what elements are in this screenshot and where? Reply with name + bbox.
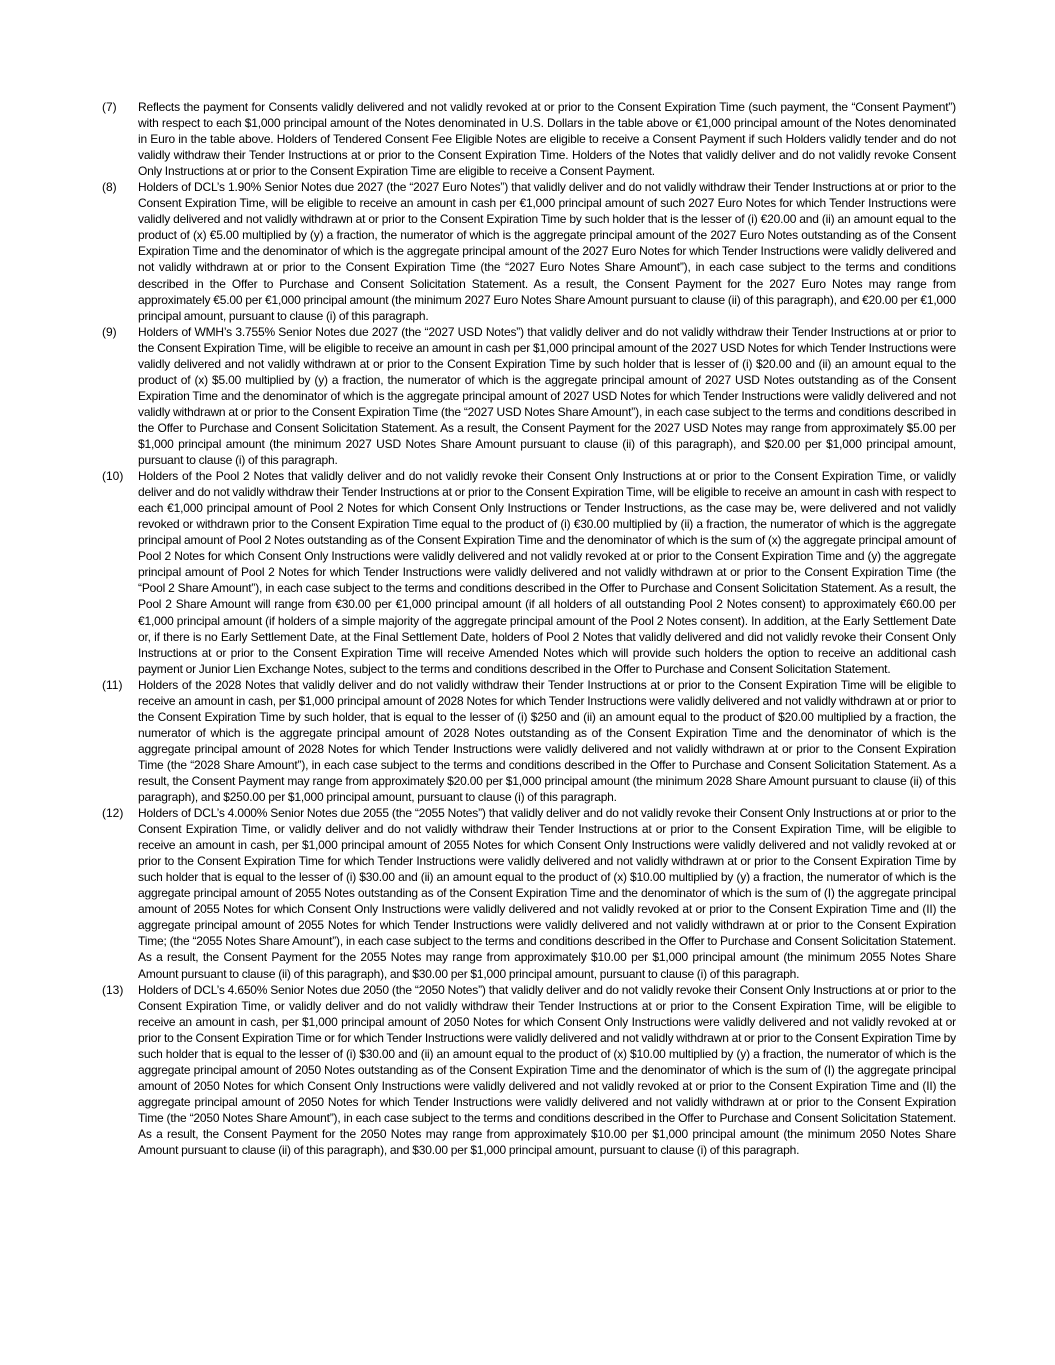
footnote-text: Holders of DCL’s 4.650% Senior Notes due 2050 (the “2050 Notes”) that validly deliver and do not validly revoke their Consent Only Instructions at or prior to the Consent Expiration Time, or validly deliver and do not validly withdraw their Tender Instructions at or prior to the Consent Expiration Time, will be eligible to receive an amount in cash, per $1,000 principal amount of 2050 Notes for which Consent Only Instructions were validly delivered and not validly revoked at or prior to the Consent Expiration Time or for which Tender Instructions were validly delivered and not validly withdrawn at or prior to the Consent Expiration Time by such holder that is equal to the lesser of (i) $30.00 and (ii) an amount equal to the product of (x) $10.00 multiplied by (y) a fraction, the numerator of which is the aggregate principal amount of 2050 Notes outstanding as of the Consent Expiration Time and the denominator of which is the sum of (I) the aggregate principal amount of 2050 Notes for which Consent Only Instructions were validly delivered and not validly revoked at or prior to the Consent Expiration Time and (II) the aggregate principal amount of 2050 Notes for which Tender Instructions were validly delivered and not validly withdrawn at or prior to the Consent Expiration Time (the “2050 Notes Share Amount”), in each case subject to the terms and conditions described in the Offer to Purchase and Consent Solicitation Statement. As a result, the Consent Payment for the 2050 Notes may range from approximately $10.00 per $1,000 principal amount (the minimum 2050 Notes Share Amount pursuant to clause (ii) of this paragraph), and $30.00 per $1,000 principal amount, pursuant to clause (i) of this paragraph. [138, 982, 956, 1158]
footnote-11 [0, 677, 1055, 805]
footnote-text: Holders of WMH’s 3.755% Senior Notes due 2027 (the “2027 USD Notes”) that validly deliver and do not validly withdraw their Tender Instructions at or prior to the Consent Expiration Time, will be eligible to receive an amount in cash per $1,000 principal amount of the 2027 USD Notes for which Tender Instructions were validly delivered and not validly withdrawn at or prior to the Consent Expiration Time by such holder that is lesser of (i) $20.00 and (ii) an amount equal to the product of (x) $5.00 multiplied by (y) a fraction, the numerator of which is the aggregate principal amount of 2027 USD Notes outstanding as of the Consent Expiration Time and the denominator of which is the aggregate principal amount of 2027 USD Notes for which Tender Instructions were validly delivered and not validly withdrawn at or prior to the Consent Expiration Time (the “2027 USD Notes Share Amount”), in each case subject to the terms and conditions described in the Offer to Purchase and Consent Solicitation Statement. As a result, the Consent Payment for the 2027 USD Notes may range from approximately $5.00 per $1,000 principal amount (the minimum 2027 USD Notes Share Amount pursuant to clause (ii) of this paragraph), and $20.00 per $1,000 principal amount, pursuant to clause (i) of this paragraph. [138, 324, 956, 468]
footnote-text: Holders of DCL’s 4.000% Senior Notes due 2055 (the “2055 Notes”) that validly deliver and do not validly revoke their Consent Only Instructions at or prior to the Consent Expiration Time, or validly deliver and do not validly withdraw their Tender Instructions at or prior to the Consent Expiration Time, will be eligible to receive an amount in cash, per $1,000 principal amount of 2055 Notes for which Consent Only Instructions were validly delivered and not validly revoked at or prior to the Consent Expiration Time for which Tender Instructions were validly delivered and not validly withdrawn at or prior to the Consent Expiration Time by such holder that is equal to the lesser of (i) $30.00 and (ii) an amount equal to the product of (x) $10.00 multiplied by (y) a fraction, the numerator of which is the aggregate principal amount of 2055 Notes outstanding as of the Consent Expiration Time and the denominator of which is the sum of (I) the aggregate principal amount of 2055 Notes for which Consent Only Instructions were validly delivered and not validly revoked at or prior to the Consent Expiration Time and (II) the aggregate principal amount of 2055 Notes for which Tender Instructions were validly delivered and not validly withdrawn at or prior to the Consent Expiration Time; (the “2055 Notes Share Amount”), in each case subject to the terms and conditions described in the Offer to Purchase and Consent Solicitation Statement. As a result, the Consent Payment for the 2055 Notes may range from approximately $10.00 per $1,000 principal amount (the minimum 2055 Notes Share Amount pursuant to clause (ii) of this paragraph), and $30.00 per $1,000 principal amount, pursuant to clause (i) of this paragraph. [138, 806, 956, 981]
footnote-number: (10) [102, 469, 124, 484]
footnote-number: (9) [102, 324, 117, 339]
footnote-9 [0, 324, 1055, 468]
footnote-text: Holders of the 2028 Notes that validly deliver and do not validly withdraw their Tender Instructions at or prior to the Consent Expiration Time will be eligible to receive an amount in cash, per $1,000 principal amount of 2028 Notes for which Tender Instructions were validly delivered and not validly withdrawn at or prior to the Consent Expiration Time by such holder, that is equal to the lesser of (i) $250 and (ii) an amount equal to the product of $20.00 multiplied by a fraction, the numerator of which is the aggregate principal amount of 2028 Notes outstanding as of the Consent Expiration Time and the denominator of which is the aggregate principal amount of 2028 Notes for which Tender Instructions were validly delivered and not validly withdrawn at or prior to the Consent Expiration Time (the “2028 Share Amount”), in each case subject to the terms and conditions described in the Offer to Purchase and Consent Solicitation Statement. As a result, the Consent Payment may range from approximately $20.00 per $1,000 principal amount (the minimum 2028 Share Amount pursuant to clause (ii) of this paragraph), and $250.00 per $1,000 principal amount, pursuant to clause (i) of this paragraph. [138, 677, 956, 805]
footnote-number: (7) [102, 100, 117, 114]
footnote-text: Reflects the payment for Consents validly delivered and not validly revoked at or prior to the Consent Expiration Time (such payment, the “Consent Payment”) with respect to each $1,000 principal amount of the Notes denominated in U.S. Dollars in the table above or €1,000 principal amount of the Notes denominated in Euro in the table above. Holders of Tendered Consent Fee Eligible Notes are eligible to receive a Consent Payment if such Holders validly tender and do not validly withdraw their Tender Instructions at or prior to the Consent Expiration Time. Holders of the Notes that validly deliver and do not validly revoke Consent Only Instructions at or prior to the Consent Expiration Time are eligible to receive a Consent Payment. [138, 100, 956, 179]
footnote-12 [0, 805, 1055, 982]
footnote-text: Holders of DCL’s 1.90% Senior Notes due 2027 (the “2027 Euro Notes”) that validly deliver and do not validly withdraw their Tender Instructions at or prior to the Consent Expiration Time, will be eligible to receive an amount in cash per €1,000 principal amount of such 2027 Euro Notes for which Tender Instructions were validly delivered and not validly withdrawn at or prior to the Consent Expiration Time by such holder that is the lesser of (i) €20.00 and (ii) an amount equal to the product of (x) €5.00 multiplied by (y) a fraction, the numerator of which is the aggregate principal amount of the 2027 Euro Notes outstanding as of the Consent Expiration Time and the denominator of which is the aggregate principal amount of the 2027 Euro Notes for which Tender Instructions were validly delivered and not validly withdrawn at or prior to the Consent Expiration Time (the “2027 Euro Notes Share Amount”), in each case subject to the terms and conditions described in the Offer to Purchase and Consent Solicitation Statement. As a result, the Consent Payment for the 2027 Euro Notes may range from approximately €5.00 per €1,000 principal amount (the minimum 2027 Euro Notes Share Amount pursuant to clause (ii) of this paragraph), and €20.00 per €1,000 principal amount, pursuant to clause (i) of this paragraph. [138, 180, 956, 323]
footnote-number: (8) [102, 180, 117, 195]
footnote-8 [0, 179, 1055, 323]
footnote-7 [0, 99, 1055, 179]
footnote-10 [0, 468, 1055, 677]
footnote-13 [0, 982, 1055, 1159]
footnote-number: (13) [102, 982, 124, 997]
footnote-text: Holders of the Pool 2 Notes that validly deliver and do not validly revoke their Consent Only Instructions at or prior to the Consent Expiration Time, or validly deliver and do not validly withdraw their Tender Instructions at or prior to the Consent Expiration Time, will be eligible to receive an amount in cash with respect to each €1,000 principal amount of Pool 2 Notes for which Consent Only Instructions or Tender Instructions, as the case may be, were delivered and not validly revoked or withdrawn prior to the Consent Expiration Time equal to the product of (i) €30.00 multiplied by (ii) a fraction, the numerator of which is the aggregate principal amount of Pool 2 Notes outstanding as of the Consent Expiration Time and the denominator of which is the sum of (x) the aggregate principal amount of Pool 2 Notes for which Consent Only Instructions were validly delivered and not validly revoked at or prior to the Consent Expiration Time and (y) the aggregate principal amount of Pool 2 Notes for which Tender Instructions were validly delivered and not validly withdrawn at or prior to the Consent Expiration Time (the “Pool 2 Share Amount”), in each case subject to the terms and conditions described in the Offer to Purchase and Consent Solicitation Statement. As a result, the Pool 2 Share Amount will range from €30.00 per €1,000 principal amount (if all holders of all outstanding Pool 2 Notes consent) to approximately €60.00 per €1,000 principal amount (if holders of a simple majority of the aggregate principal amount of the Pool 2 Notes consent). In addition, at the Early Settlement Date or, if there is no Early Settlement Date, at the Final Settlement Date, holders of Pool 2 Notes that validly delivered and did not validly revoke their Consent Only Instructions at or prior to the Consent Expiration Time will receive Amended Notes which will provide such holders the option to receive an additional cash payment or Junior Lien Exchange Notes, subject to the terms and conditions described in the Offer to Purchase and Consent Solicitation Statement. [138, 469, 956, 676]
footnotes-page [0, 99, 1055, 1158]
footnote-number: (11) [102, 677, 123, 692]
footnote-number: (12) [102, 806, 124, 821]
